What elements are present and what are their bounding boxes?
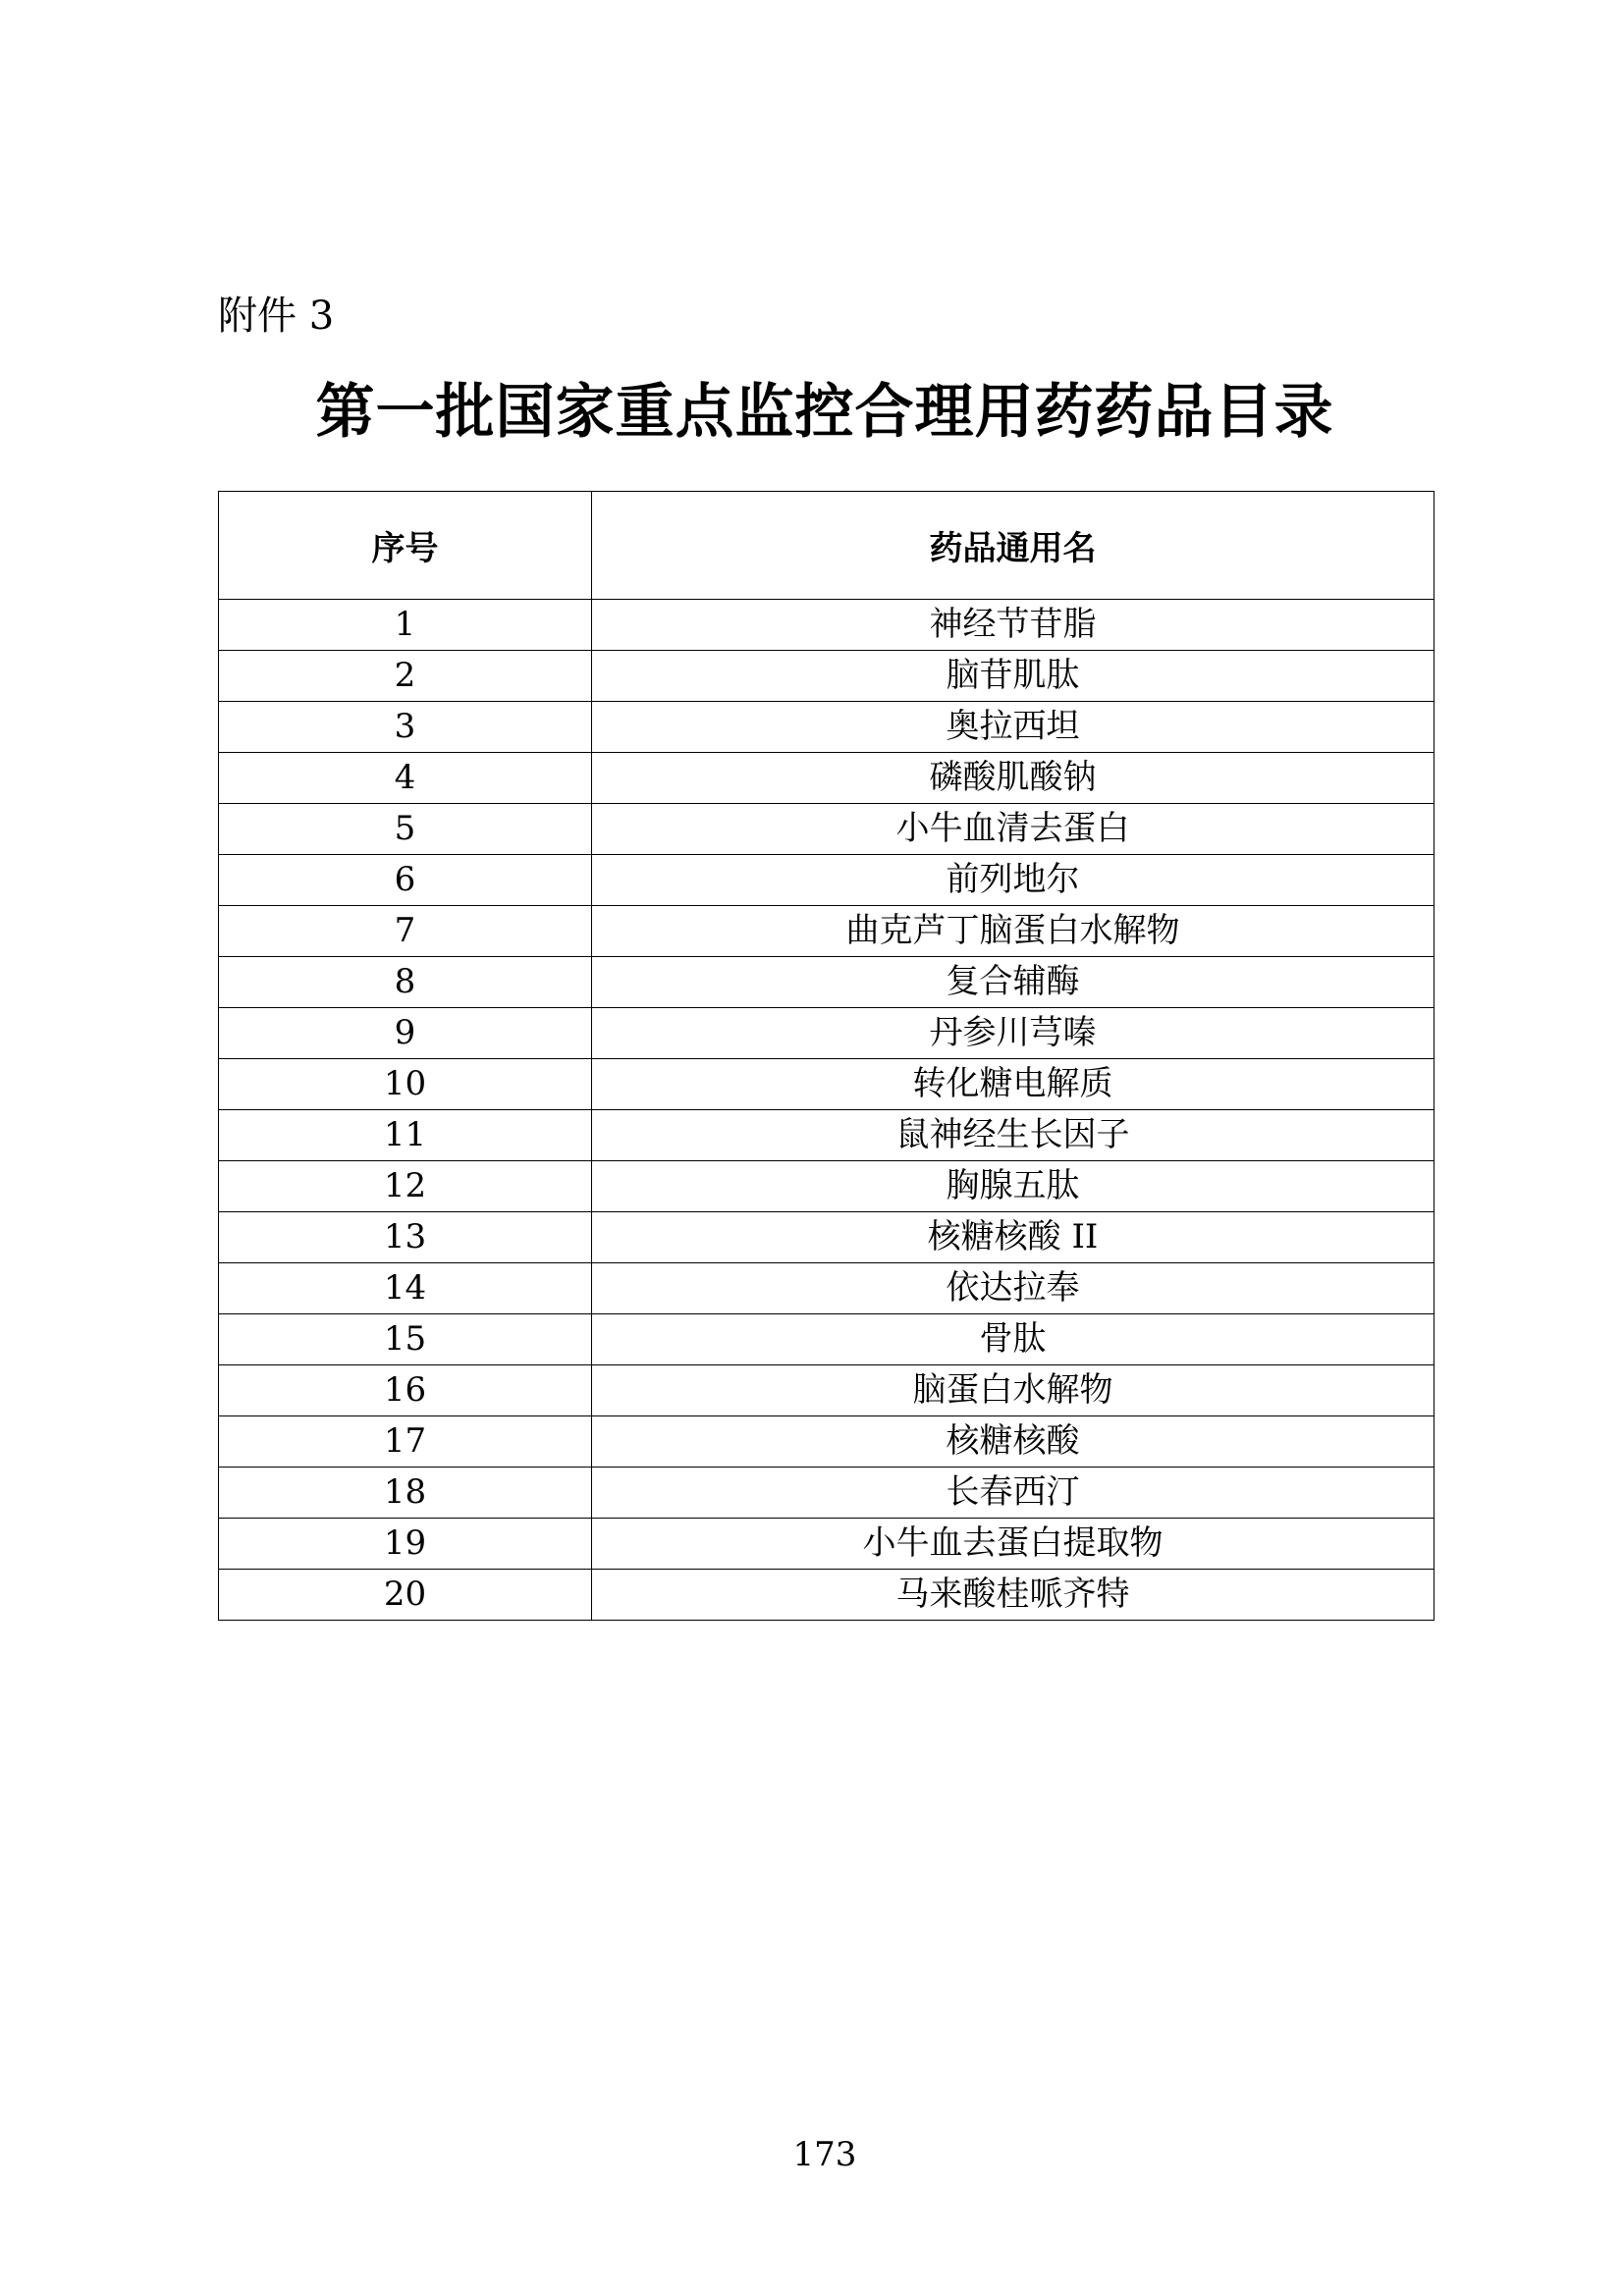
row-drug-name: 前列地尔 [592,855,1435,906]
row-index: 11 [219,1110,592,1161]
row-drug-name: 依达拉奉 [592,1263,1435,1314]
table-body [219,600,1435,1621]
table-row [219,855,1435,906]
row-index: 15 [219,1314,592,1365]
header-index: 序号 [219,492,592,600]
table-row [219,1008,1435,1059]
row-index: 2 [219,651,592,702]
row-drug-name: 小牛血清去蛋白 [592,804,1435,855]
table-row [219,753,1435,804]
table-row [219,600,1435,651]
row-index: 3 [219,702,592,753]
row-drug-name: 曲克芦丁脑蛋白水解物 [592,906,1435,957]
row-index: 13 [219,1212,592,1263]
row-index: 10 [219,1059,592,1110]
table-row [219,702,1435,753]
table-row [219,1365,1435,1416]
row-drug-name: 转化糖电解质 [592,1059,1435,1110]
table-row [219,1059,1435,1110]
table-row [219,1212,1435,1263]
row-drug-name: 长春西汀 [592,1468,1435,1519]
row-drug-name: 马来酸桂哌齐特 [592,1570,1435,1621]
attachment-label: 附件 3 [218,294,335,339]
row-drug-name: 神经节苷脂 [592,600,1435,651]
table-row [219,1314,1435,1365]
table-row [219,1468,1435,1519]
table-row [219,1263,1435,1314]
row-drug-name: 复合辅酶 [592,957,1435,1008]
row-index: 9 [219,1008,592,1059]
row-index: 12 [219,1161,592,1212]
row-drug-name: 骨肽 [592,1314,1435,1365]
row-index: 1 [219,600,592,651]
row-index: 4 [219,753,592,804]
table-row [219,1161,1435,1212]
table-row [219,957,1435,1008]
row-index: 8 [219,957,592,1008]
row-drug-name: 核糖核酸 II [592,1212,1435,1263]
row-index: 16 [219,1365,592,1416]
row-index: 18 [219,1468,592,1519]
table-row [219,1416,1435,1468]
row-drug-name: 小牛血去蛋白提取物 [592,1519,1435,1570]
row-drug-name: 核糖核酸 [592,1416,1435,1468]
header-drug-name: 药品通用名 [592,492,1435,600]
row-drug-name: 鼠神经生长因子 [592,1110,1435,1161]
row-drug-name: 脑蛋白水解物 [592,1365,1435,1416]
drug-list-table [218,491,1435,1621]
row-index: 17 [219,1416,592,1468]
document-title: 第一批国家重点监控合理用药药品目录 [315,378,1334,447]
row-index: 19 [219,1519,592,1570]
table-row [219,1519,1435,1570]
row-drug-name: 脑苷肌肽 [592,651,1435,702]
row-drug-name: 丹参川芎嗪 [592,1008,1435,1059]
table-row [219,651,1435,702]
row-drug-name: 胸腺五肽 [592,1161,1435,1212]
table-row [219,1110,1435,1161]
row-index: 5 [219,804,592,855]
row-index: 20 [219,1570,592,1621]
table-header-row [219,492,1435,600]
table-row [219,1570,1435,1621]
row-index: 7 [219,906,592,957]
row-index: 6 [219,855,592,906]
table-row [219,804,1435,855]
row-index: 14 [219,1263,592,1314]
table-row [219,906,1435,957]
page-number: 173 [792,2135,857,2174]
row-drug-name: 奥拉西坦 [592,702,1435,753]
row-drug-name: 磷酸肌酸钠 [592,753,1435,804]
